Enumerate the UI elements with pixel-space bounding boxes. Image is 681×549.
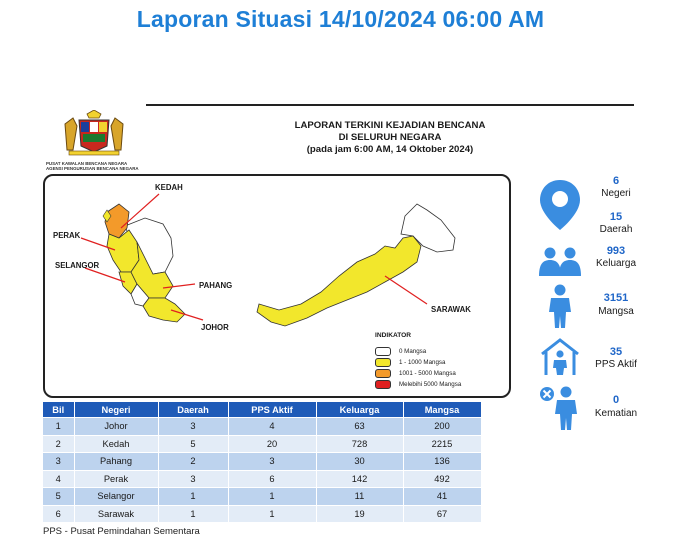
cell-keluarga: 63 xyxy=(316,418,403,436)
cell-pps: 1 xyxy=(228,488,316,506)
pointer-selangor xyxy=(85,268,125,282)
stat-keluarga-value: 993 xyxy=(606,245,626,257)
footnote: PPS - Pusat Pemindahan Sementara xyxy=(43,526,200,537)
table-header-row xyxy=(43,402,481,418)
cell-pps: 6 xyxy=(228,470,316,488)
disaster-map xyxy=(43,174,511,398)
legend-item xyxy=(375,347,426,356)
table-row xyxy=(43,453,481,471)
cell-daerah: 5 xyxy=(158,435,228,453)
cell-negeri: Selangor xyxy=(74,488,158,506)
stat-keluarga xyxy=(538,242,642,278)
map-region-johor xyxy=(143,298,185,322)
agency-logo xyxy=(44,110,144,174)
stat-negeri-label: Negeri xyxy=(601,188,631,199)
cell-negeri: Pahang xyxy=(74,453,158,471)
stat-mangsa xyxy=(538,284,642,328)
legend-label: Melebihi 5000 Mangsa xyxy=(399,381,462,388)
cell-negeri: Perak xyxy=(74,470,158,488)
stat-negeri-value: 6 xyxy=(612,175,620,187)
cell-mangsa: 41 xyxy=(403,488,481,506)
agency-name-line1: PUSAT KAWALAN BENCANA NEGARA xyxy=(46,161,128,166)
col-header-bil: Bil xyxy=(43,402,74,418)
legend-title: INDIKATOR xyxy=(375,332,412,339)
coat-of-arms-icon xyxy=(59,110,129,156)
stat-keluarga-label: Keluarga xyxy=(595,258,637,269)
cell-pps: 20 xyxy=(228,435,316,453)
cell-daerah: 1 xyxy=(158,488,228,506)
stat-mangsa-label: Mangsa xyxy=(598,306,634,317)
legend-label: 1001 - 5000 Mangsa xyxy=(399,370,456,377)
cell-mangsa: 136 xyxy=(403,453,481,471)
col-header-negeri: Negeri xyxy=(74,402,158,418)
label-johor: JOHOR xyxy=(201,323,229,332)
cell-bil: 3 xyxy=(43,453,74,471)
header-divider xyxy=(146,104,634,106)
stat-daerah-value: 15 xyxy=(609,211,623,223)
label-pahang: PAHANG xyxy=(199,281,233,290)
legend-swatch xyxy=(375,347,391,356)
cell-keluarga: 19 xyxy=(316,505,403,522)
shelter-icon xyxy=(540,338,580,376)
legend-swatch xyxy=(375,380,391,389)
table-row xyxy=(43,488,481,506)
cell-keluarga: 728 xyxy=(316,435,403,453)
col-header-daerah: Daerah xyxy=(158,402,228,418)
cell-daerah: 1 xyxy=(158,505,228,522)
map-region-sarawak xyxy=(257,236,421,326)
report-header-line1: LAPORAN TERKINI KEJADIAN BENCANA xyxy=(294,120,486,131)
pointer-sarawak xyxy=(385,276,427,304)
cell-bil: 5 xyxy=(43,488,74,506)
col-header-mangsa: Mangsa xyxy=(403,402,481,418)
table-row xyxy=(43,470,481,488)
situation-table xyxy=(43,402,482,522)
family-icon xyxy=(538,246,584,276)
page-title: Laporan Situasi 14/10/2024 06:00 AM xyxy=(136,6,545,32)
cell-daerah: 3 xyxy=(158,470,228,488)
death-person-icon xyxy=(538,384,584,430)
report-header-line2: DI SELURUH NEGARA xyxy=(338,132,442,143)
cell-mangsa: 200 xyxy=(403,418,481,436)
legend-swatch xyxy=(375,358,391,367)
cell-mangsa: 67 xyxy=(403,505,481,522)
cell-daerah: 3 xyxy=(158,418,228,436)
cell-keluarga: 142 xyxy=(316,470,403,488)
cell-negeri: Sarawak xyxy=(74,505,158,522)
cell-negeri: Johor xyxy=(74,418,158,436)
legend-item xyxy=(375,369,456,378)
cell-keluarga: 30 xyxy=(316,453,403,471)
legend-swatch xyxy=(375,369,391,378)
cell-daerah: 2 xyxy=(158,453,228,471)
label-sarawak: SARAWAK xyxy=(431,305,471,314)
cell-negeri: Kedah xyxy=(74,435,158,453)
cell-bil: 2 xyxy=(43,435,74,453)
stat-kematian-label: Kematian xyxy=(594,408,638,419)
location-pin-icon xyxy=(538,178,582,232)
stat-negeri-daerah xyxy=(538,172,642,236)
cell-bil: 1 xyxy=(43,418,74,436)
table-row xyxy=(43,505,481,522)
cell-keluarga: 11 xyxy=(316,488,403,506)
table-row xyxy=(43,435,481,453)
cell-mangsa: 492 xyxy=(403,470,481,488)
label-perak: PERAK xyxy=(53,231,81,240)
legend-label: 0 Mangsa xyxy=(399,348,427,355)
stat-kematian xyxy=(538,384,642,430)
stat-pps xyxy=(538,338,642,378)
table-row xyxy=(43,418,481,436)
label-kedah: KEDAH xyxy=(155,183,183,192)
stat-mangsa-value: 3151 xyxy=(603,292,629,304)
legend-item xyxy=(375,358,445,367)
col-header-keluarga: Keluarga xyxy=(316,402,403,418)
cell-bil: 4 xyxy=(43,470,74,488)
stat-daerah-label: Daerah xyxy=(599,224,633,235)
label-selangor: SELANGOR xyxy=(55,261,100,270)
cell-pps: 3 xyxy=(228,453,316,471)
agency-name-line2: AGENSI PENGURUSAN BENCANA NEGARA xyxy=(46,166,139,171)
cell-pps: 4 xyxy=(228,418,316,436)
legend-label: 1 - 1000 Mangsa xyxy=(399,359,446,366)
person-icon xyxy=(546,284,574,328)
cell-pps: 1 xyxy=(228,505,316,522)
report-header-line3: (pada jam 6:00 AM, 14 Oktober 2024) xyxy=(306,144,474,155)
col-header-pps: PPS Aktif xyxy=(228,402,316,418)
cell-bil: 6 xyxy=(43,505,74,522)
report-header xyxy=(240,120,540,156)
cell-mangsa: 2215 xyxy=(403,435,481,453)
stat-pps-label: PPS Aktif xyxy=(595,359,637,370)
stat-pps-value: 35 xyxy=(609,346,623,358)
stat-kematian-value: 0 xyxy=(612,394,620,406)
legend-item xyxy=(375,380,461,389)
